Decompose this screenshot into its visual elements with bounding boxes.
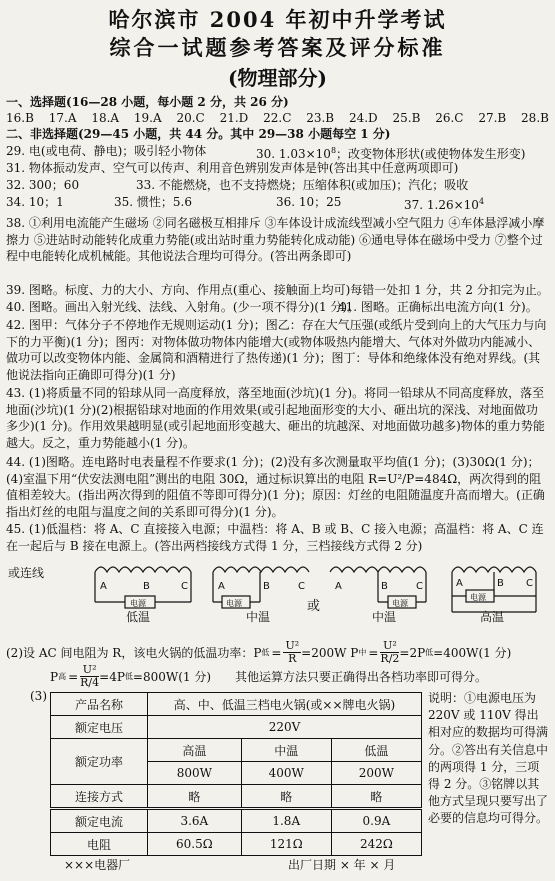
table-cell: 121Ω bbox=[241, 833, 331, 856]
table-row bbox=[51, 716, 422, 739]
answer-30-text: 30. 1.03×10 bbox=[256, 147, 331, 161]
terminal-c: C bbox=[526, 578, 533, 589]
section1-answers bbox=[6, 110, 549, 126]
scoring-note: 说明：①电源电压为 220V 或 110V 得出相对应的数据均可得满分。②答出有关信息中的两项得 1 分，三项得 2 分。③铭牌以其他方式呈现只要写出了必要的信息均可得分。 bbox=[428, 691, 549, 826]
footer-date: 出厂日期 × 年 × 月 bbox=[288, 858, 396, 872]
answer-item: 28.B bbox=[521, 111, 549, 125]
answer-39: 39. 图略。标度、力的大小、方向、作用点(重心、接触面上均可)每错一处扣 1 分，共 2 分扣完为止。 bbox=[6, 283, 549, 297]
answer-item: 24.D bbox=[348, 111, 378, 125]
table-cell: 1.8A bbox=[241, 809, 331, 833]
terminal-b: B bbox=[143, 581, 150, 592]
terminal-c: C bbox=[298, 581, 305, 592]
table-cell: 高温 bbox=[148, 739, 242, 762]
formula-text: (2)设 AC 间电阻为 R，该电火锅的低温功率：P bbox=[6, 645, 262, 660]
answer-45-part2-high: P 高 = $\frac{\text{U²}}{R/4}$ =4P 低 =800W(1 分) 其他运算方法只要正确得出各档功率即可得分。 bbox=[50, 663, 488, 689]
table-cell: 产品名称 bbox=[51, 693, 148, 716]
table-cell: 低温 bbox=[331, 739, 421, 762]
table-row bbox=[51, 785, 422, 809]
answer-30-tail: ；改变物体形状(或使物体发生形变) bbox=[336, 147, 526, 161]
table-cell: 242Ω bbox=[331, 833, 421, 856]
diagram-label-mid: 中温 bbox=[246, 610, 271, 624]
part3-label: (3) bbox=[30, 689, 47, 703]
answer-41: 41. 图略。正确标出电流方向(1 分)。 bbox=[338, 300, 538, 314]
terminal-a: A bbox=[335, 581, 342, 592]
table-cell: 额定功率 bbox=[51, 739, 148, 785]
subscript-low: 低 bbox=[425, 647, 434, 657]
coil-1 bbox=[95, 567, 191, 572]
answer-item: 22.C bbox=[263, 111, 292, 125]
answer-45-part1: 45. (1)低温档：将 A、C 直接接入电源；中温档：将 A、B 或 B、C 接入电源；高温档：将 A、C 连在一起后与 B 接在电源上。(答出两档接线方式得 1 分，三档接线方式得 2 分) bbox=[6, 522, 544, 553]
answer-33: 33. 不能燃烧，也不支持燃烧；压缩体积(或加压)；汽化；吸收 bbox=[136, 178, 469, 192]
fraction-u2-r2 bbox=[380, 640, 399, 665]
table-cell: 800W bbox=[148, 762, 242, 785]
answer-item: 23.B bbox=[306, 111, 335, 125]
table-cell: 220V bbox=[148, 716, 422, 739]
terminal-c: C bbox=[181, 581, 188, 592]
formula-text: P bbox=[50, 669, 59, 684]
formula-text: =800W(1 分) bbox=[132, 669, 212, 684]
answer-29-30 bbox=[6, 143, 549, 159]
table-cell: 中温 bbox=[241, 739, 331, 762]
answer-item: 19.A bbox=[133, 111, 162, 125]
power-label: 电源 bbox=[130, 599, 146, 608]
answer-37-exp: 4 bbox=[478, 197, 485, 206]
answer-31: 31. 物体振动发声、空气可以传声、利用音色辨别发声体是钟(答出其中任意两项即可) bbox=[6, 161, 459, 175]
answer-36: 36. 10；25 bbox=[276, 195, 342, 209]
table-cell: 额定电流 bbox=[51, 809, 148, 833]
or-label: 或 bbox=[307, 599, 321, 614]
fraction-denominator: R/2 bbox=[380, 652, 400, 665]
diagram-label-low: 低温 bbox=[126, 610, 151, 624]
fraction-denominator: R/4 bbox=[80, 676, 100, 689]
answer-item: 26.C bbox=[435, 111, 464, 125]
answer-34: 34. 10；1 bbox=[6, 195, 64, 209]
footer-maker: ×××电器厂 bbox=[64, 858, 131, 872]
formula-text: =2P bbox=[399, 645, 426, 660]
answer-34-37 bbox=[6, 194, 549, 210]
table-row bbox=[51, 739, 422, 762]
formula-text: =400W(1 分) bbox=[433, 645, 512, 660]
terminal-b: B bbox=[497, 578, 504, 589]
answer-37 bbox=[404, 194, 484, 213]
terminal-a: A bbox=[218, 581, 225, 592]
doc-title-line2: 综合一试题参考答案及评分标准 bbox=[109, 35, 446, 60]
table-cell: 3.6A bbox=[148, 809, 242, 833]
table-cell: 0.9A bbox=[331, 809, 421, 833]
answer-40: 40. 图略。画出入射光线、法线、入射角。(少一项不得分)(1 分)。 bbox=[6, 300, 360, 314]
answer-35: 35. 惯性；5.6 bbox=[114, 195, 192, 209]
answer-38: 38. ①利用电流能产生磁场 ②同名磁极互相排斥 ③车体设计成流线型减小空气阻力 ④车体悬浮减小摩擦力 ⑤进站时动能转化成重力势能(或出站时重力势能转化成动能) ⑥通电导体在磁场中受力 ⑦整个过程中电能转化成机械能。其他说法合理均可得分。(答出两条即可) bbox=[6, 216, 545, 264]
answer-item: 18.A bbox=[91, 111, 120, 125]
table-cell: 400W bbox=[241, 762, 331, 785]
section1-heading: 一、选择题(16—28 小题，每小题 2 分，共 26 分) bbox=[6, 95, 289, 109]
power-label: 电源 bbox=[392, 599, 408, 608]
answer-44: 44. (1)图略。连电路时电表量程不作要求(1 分)；(2)没有多次测量取平均值(1 分)；(3)30Ω(1 分)；(4)室温下用“伏安法测电阻”测出的电阻 30Ω，通过标识算出的电阻 R=U²/P=484Ω，两次得到的阻值相差较大。(指出两次得到的阻值不等即可得分)(1 分)；原因：灯丝的电阻随温度升高而增大。(正确指出灯丝的电阻与温度之间的关系即可得分)(1 分)。 bbox=[6, 455, 545, 519]
fraction-u2-r bbox=[283, 640, 301, 665]
power-label: 电源 bbox=[470, 593, 486, 602]
fraction-numerator: U² bbox=[285, 639, 300, 652]
answer-item: 27.B bbox=[478, 111, 507, 125]
subscript-low: 低 bbox=[124, 671, 133, 681]
formula-text: =4P bbox=[99, 669, 125, 684]
table-cell: 略 bbox=[331, 785, 421, 809]
formula-text: =200W P bbox=[301, 645, 359, 660]
answer-30-exp: 8 bbox=[330, 146, 337, 155]
answer-item: 25.B bbox=[392, 111, 421, 125]
formula-note: 其他运算方法只要正确得出各档功率即可得分。 bbox=[235, 669, 488, 684]
subscript-high: 高 bbox=[58, 671, 67, 681]
doc-title-line3: (物理部分) bbox=[228, 66, 327, 90]
fraction-numerator: U² bbox=[80, 664, 99, 677]
terminal-b: B bbox=[381, 581, 388, 592]
answer-item: 20.C bbox=[176, 111, 205, 125]
section2-heading: 二、非选择题(29—45 小题，共 44 分。其中 29—38 小题每空 1 分) bbox=[6, 127, 391, 141]
terminal-a: A bbox=[100, 581, 107, 592]
answer-32-33 bbox=[6, 177, 549, 193]
subscript-low: 低 bbox=[261, 647, 270, 657]
answer-45-part2: (2)设 AC 间电阻为 R，该电火锅的低温功率：P 低 = $\frac{\text{U²}}{R}$ =200W P 中 = $\frac{\text{U²}}{R/2}$ =2P 低 =400W(1 分) bbox=[6, 639, 512, 665]
table-cell: 60.5Ω bbox=[148, 833, 242, 856]
answer-32: 32. 300；60 bbox=[6, 178, 80, 192]
fraction-u2-r4 bbox=[80, 664, 99, 689]
or-connect-label: 或连线 bbox=[8, 566, 45, 580]
coil-3 bbox=[330, 567, 426, 572]
diagram-label-high: 高温 bbox=[480, 610, 505, 624]
table-cell: 额定电压 bbox=[51, 716, 148, 739]
table-cell: 200W bbox=[331, 762, 421, 785]
doc-title-line1: 哈尔滨市 2004 年初中升学考试 bbox=[108, 7, 447, 32]
answer-item: 17.A bbox=[48, 111, 77, 125]
subscript-mid: 中 bbox=[358, 647, 367, 657]
terminal-c: C bbox=[416, 581, 423, 592]
answer-29: 29. 电(或电荷、静电)；吸引轻小物体 bbox=[6, 144, 207, 158]
diagram-label-mid-alt: 中温 bbox=[372, 610, 397, 624]
answer-37-text: 37. 1.26×10 bbox=[404, 198, 479, 212]
table-row bbox=[51, 809, 422, 833]
table-cell: 高、中、低温三档电火锅(或××牌电火锅) bbox=[148, 693, 422, 716]
fraction-numerator: U² bbox=[380, 640, 399, 653]
table-cell: 略 bbox=[241, 785, 331, 809]
spec-table bbox=[50, 692, 422, 856]
answer-40-41 bbox=[6, 299, 549, 315]
table-cell: 电阻 bbox=[51, 833, 148, 856]
table-cell: 连接方式 bbox=[51, 785, 148, 809]
answer-42: 42. 图甲：气体分子不停地作无规则运动(1 分)；图乙：存在大气压强(或纸片受到向上的大气压力与向下的力平衡)(1 分)；图丙：对物体做功物体内能增大(或物体吸热内能增大、气体对外做功内能减小、做功可以改变物体内能、金属筒和酒精进行了热传递)(1 分)；图丁：导体和绝缘体没有绝对界线。(其他说法指向正确即可得分)(1 分) bbox=[6, 318, 547, 382]
power-label: 电源 bbox=[226, 599, 242, 608]
terminal-b: B bbox=[263, 581, 270, 592]
answer-item: 21.D bbox=[219, 111, 249, 125]
answer-item: 16.B bbox=[6, 111, 34, 125]
table-row bbox=[51, 833, 422, 856]
answer-43: 43. (1)将质量不同的铅球从同一高度释放，落至地面(沙坑)(1 分)。将同一铅球从不同高度释放，落至地面(沙坑)(1 分)(2)根据铅球对地面的作用效果(或引起地面形变的大小、砸出坑的深浅、对地面做功多少)(1 分)。作用效果越明显(或引起地面形变越大、砸出的坑越深、对地面做功越多)物体的重力势能越大。反之，重力势能越小(1 分)。 bbox=[6, 386, 545, 450]
coil-2 bbox=[213, 567, 309, 572]
table-cell: 略 bbox=[148, 785, 242, 809]
terminal-a: A bbox=[456, 578, 463, 589]
table-row bbox=[51, 693, 422, 716]
coil-4 bbox=[452, 567, 536, 572]
fraction-denominator: R bbox=[288, 652, 297, 665]
